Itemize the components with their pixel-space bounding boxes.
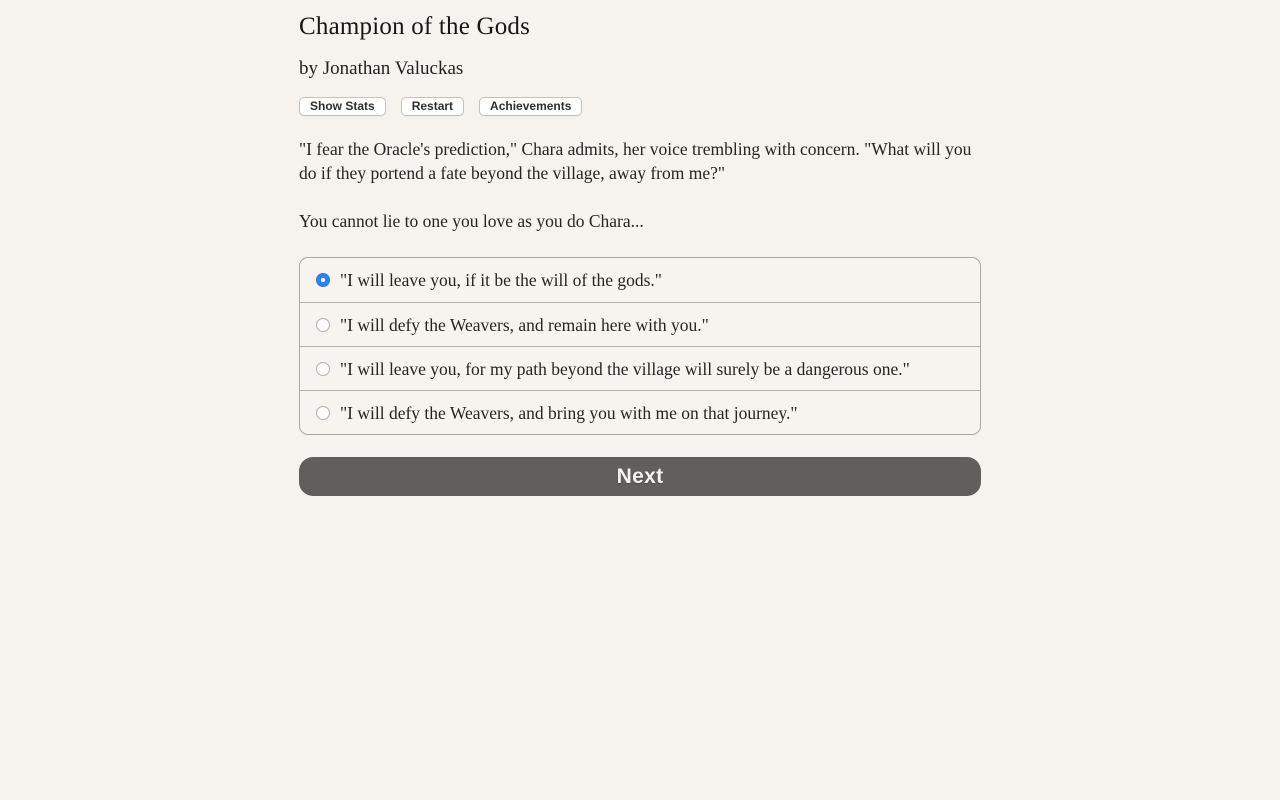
choice-option-3[interactable] [300,346,980,390]
achievements-button[interactable]: Achievements [479,97,582,116]
restart-button[interactable]: Restart [401,97,464,116]
page-title: Champion of the Gods [299,13,531,40]
author-byline: by Jonathan Valuckas [299,58,464,79]
main-content [299,0,981,496]
choice-label: "I will defy the Weavers, and remain here with you." [340,314,709,335]
toolbar [299,97,981,116]
choice-label: "I will defy the Weavers, and bring you with me on that journey." [340,402,798,423]
choice-radio-2[interactable] [316,318,330,332]
next-button[interactable]: Next [299,457,981,496]
choice-radio-4[interactable] [316,406,330,420]
story-text [299,137,981,233]
choice-label: "I will leave you, if it be the will of the gods." [340,270,662,290]
choice-option-2[interactable] [300,302,980,346]
choice-list [299,257,981,435]
story-paragraph: You cannot lie to one you love as you do Chara... [299,211,644,231]
choice-option-1[interactable] [300,258,980,302]
choice-radio-1[interactable] [316,273,330,287]
show-stats-button[interactable]: Show Stats [299,97,386,116]
story-paragraph: "I fear the Oracle's prediction," Chara admits, her voice trembling with concern. "What will you do if they portend a fate beyond the village, away from me?" [299,139,972,183]
choice-label: "I will leave you, for my path beyond the village will surely be a dangerous one." [340,358,910,379]
choice-radio-3[interactable] [316,362,330,376]
choice-option-4[interactable] [300,390,980,434]
